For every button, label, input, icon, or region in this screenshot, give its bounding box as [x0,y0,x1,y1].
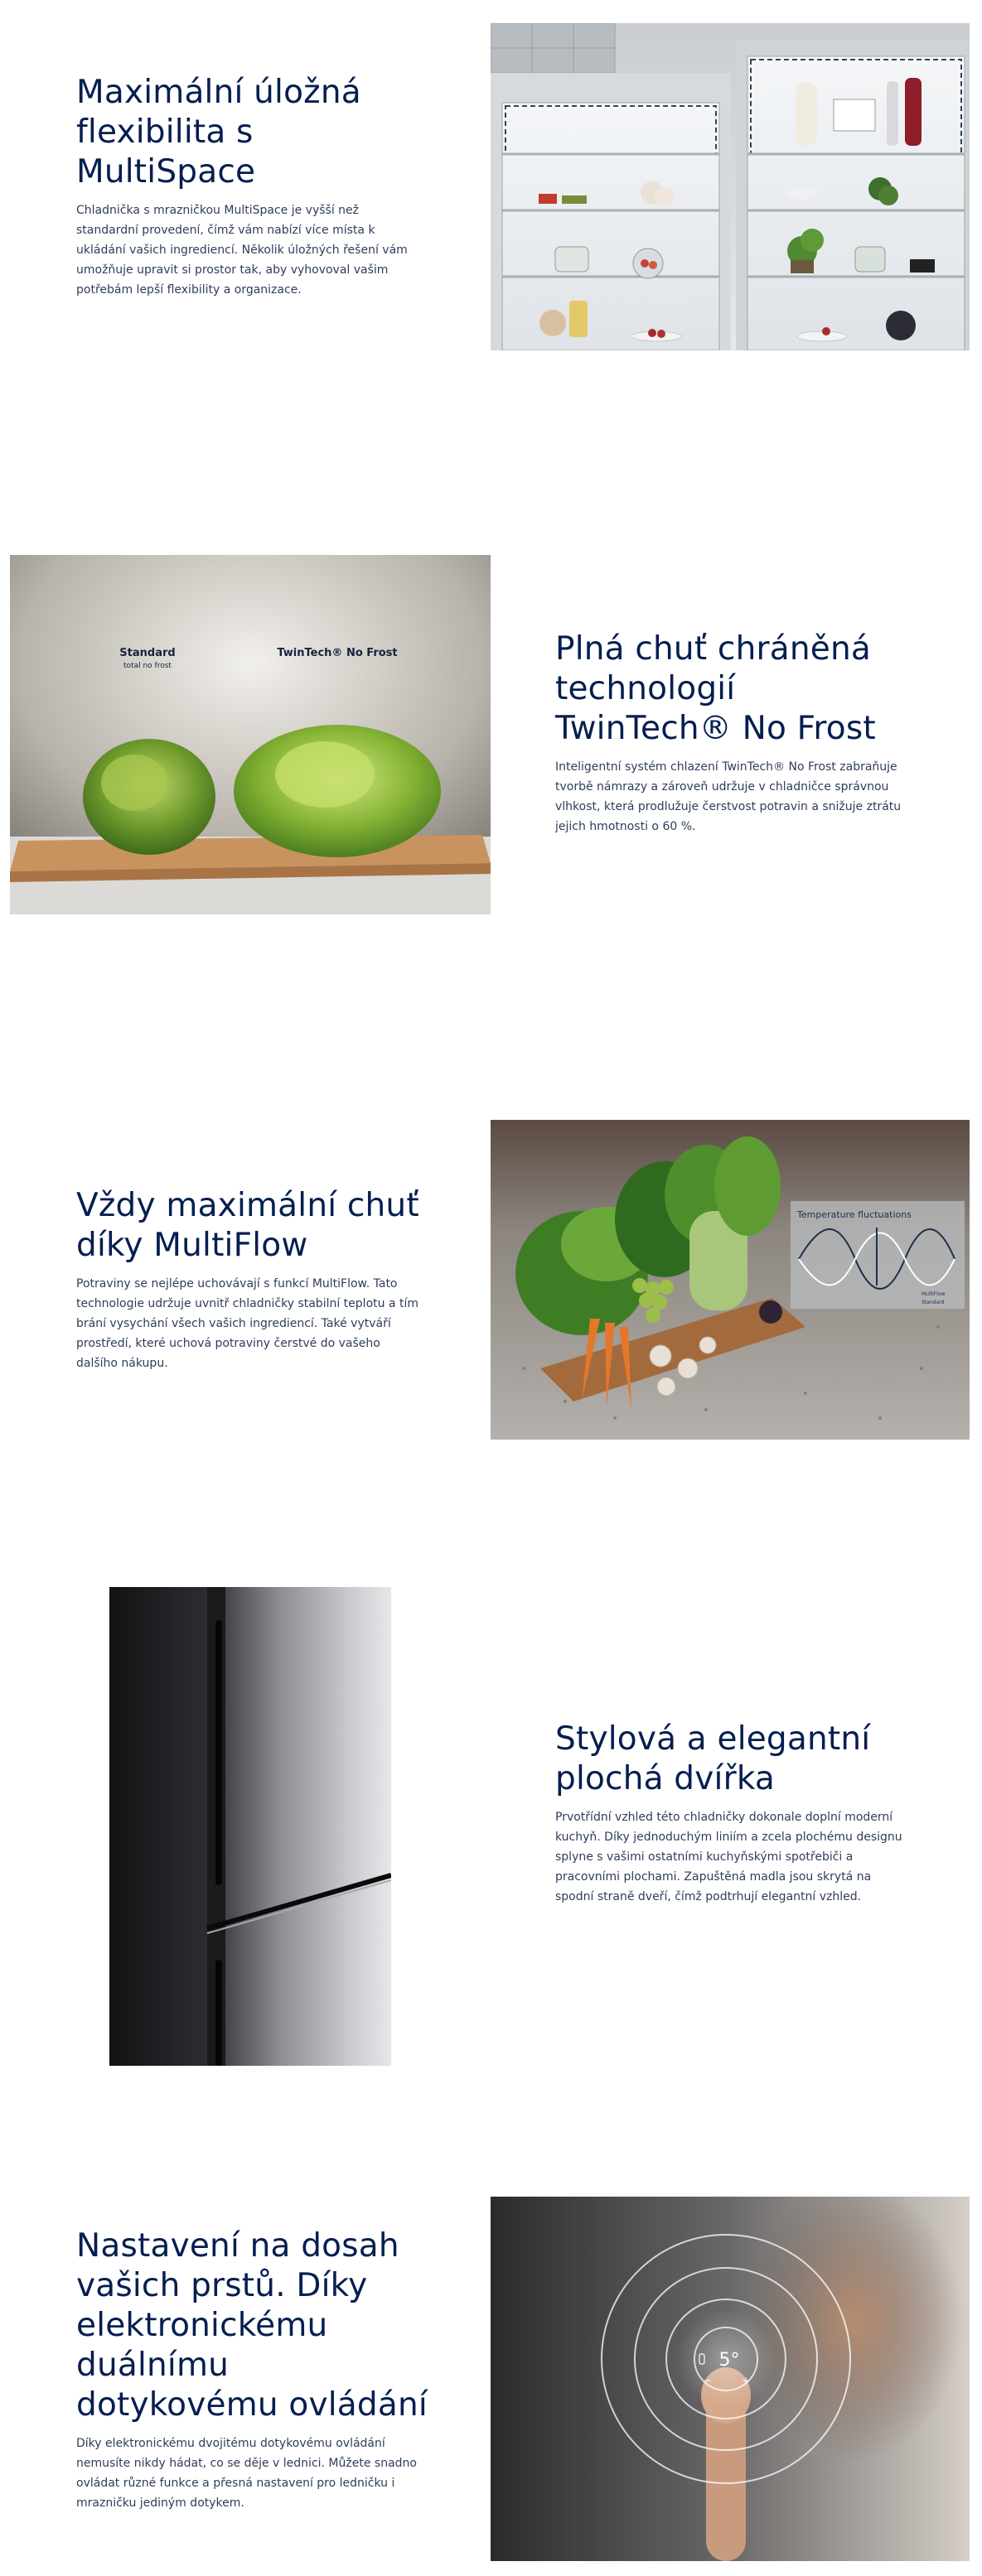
feature-multiflow [0,1110,982,1458]
twintech-label: TwinTech® No Frost [277,647,398,659]
feature-description: Potraviny se nejlépe uchovávají s funkcí MultiFlow. Tato technologie udržuje uvnitř chladničky stabilní teplotu a tím brání vysychání všech vašich ingrediencí. Také vytváří prostředí, které uchová potraviny čerstvé do vašeho dalšího nákupu. [76,1277,418,1370]
feature-heading: Maximální úložná flexibilita s MultiSpace [76,74,361,191]
feature-heading: Plná chuť chráněná technologií TwinTech® No Frost [555,630,876,747]
feature-text [76,1186,424,1373]
minus-symbol: − [703,2375,713,2386]
temperature-display: 5° [718,2350,740,2371]
feature-description: Prvotřídní vzhled této chladničky dokonale doplní moderní kuchyň. Díky jednoduchým liniím a zcela plochému designu splyne s vašimi ostatními kuchyňskými spotřebiči a pracovními plochami. Zapuštěná madla jsou skrytá na spodní straně dveří, čímž podtrhují elegantní vzhled. [555,1811,902,1903]
feature-flat-doors [0,1574,982,2087]
chart-legend-a: MultiFlow [922,1291,946,1297]
feature-twintech [0,547,982,928]
fridge-interior-image [491,23,970,350]
feature-text [76,2226,441,2513]
standard-label: Standard [119,647,176,659]
feature-description: Chladnička s mrazničkou MultiSpace je vyšší než standardní provedení, čímž vám nabízí více místa k ukládání vašich ingrediencí. Několik úložných řešení vám umožňuje upravit si prostor tak, aby vyhovoval vašim potřebám lepší flexibility a organizace. [76,204,408,297]
chart-legend-b: Standard [922,1300,945,1305]
feature-heading: Nastavení na dosah vašich prstů. Díky elektronickému duálnímu dotykovému ovládání [76,2227,428,2424]
feature-multispace [0,0,982,356]
feature-description: Díky elektronickému dvojitému dotykovému ovládání nemusíte nikdy hádat, co se děje v lednici. Můžete snadno ovládat různé funkce a přesná nastavení pro ledničku i mrazničku jediným dotykem. [76,2437,417,2510]
plus-symbol: + [741,2375,751,2386]
chart-title: Temperature fluctuations [797,1209,912,1220]
feature-heading: Stylová a elegantní plochá dvířka [555,1720,871,1797]
feature-heading: Vždy maximální chuť díky MultiFlow [76,1187,419,1264]
feature-text [555,630,920,837]
feature-touch-control [0,2187,982,2576]
feature-text [555,1720,903,1907]
standard-sublabel: total no frost [123,662,172,670]
touch-control-image [491,2197,970,2561]
vegetables-image [491,1120,970,1440]
lettuce-comparison-image [10,555,491,914]
fridge-doors-image [109,1587,391,2066]
feature-text [76,73,424,300]
feature-description: Inteligentní systém chlazení TwinTech® No Frost zabraňuje tvorbě námrazy a zároveň udržuje v chladničce správnou vlhkost, která prodlužuje čerstvost potravin a snižuje ztrátu jejich hmotnosti o 60 %. [555,760,902,833]
